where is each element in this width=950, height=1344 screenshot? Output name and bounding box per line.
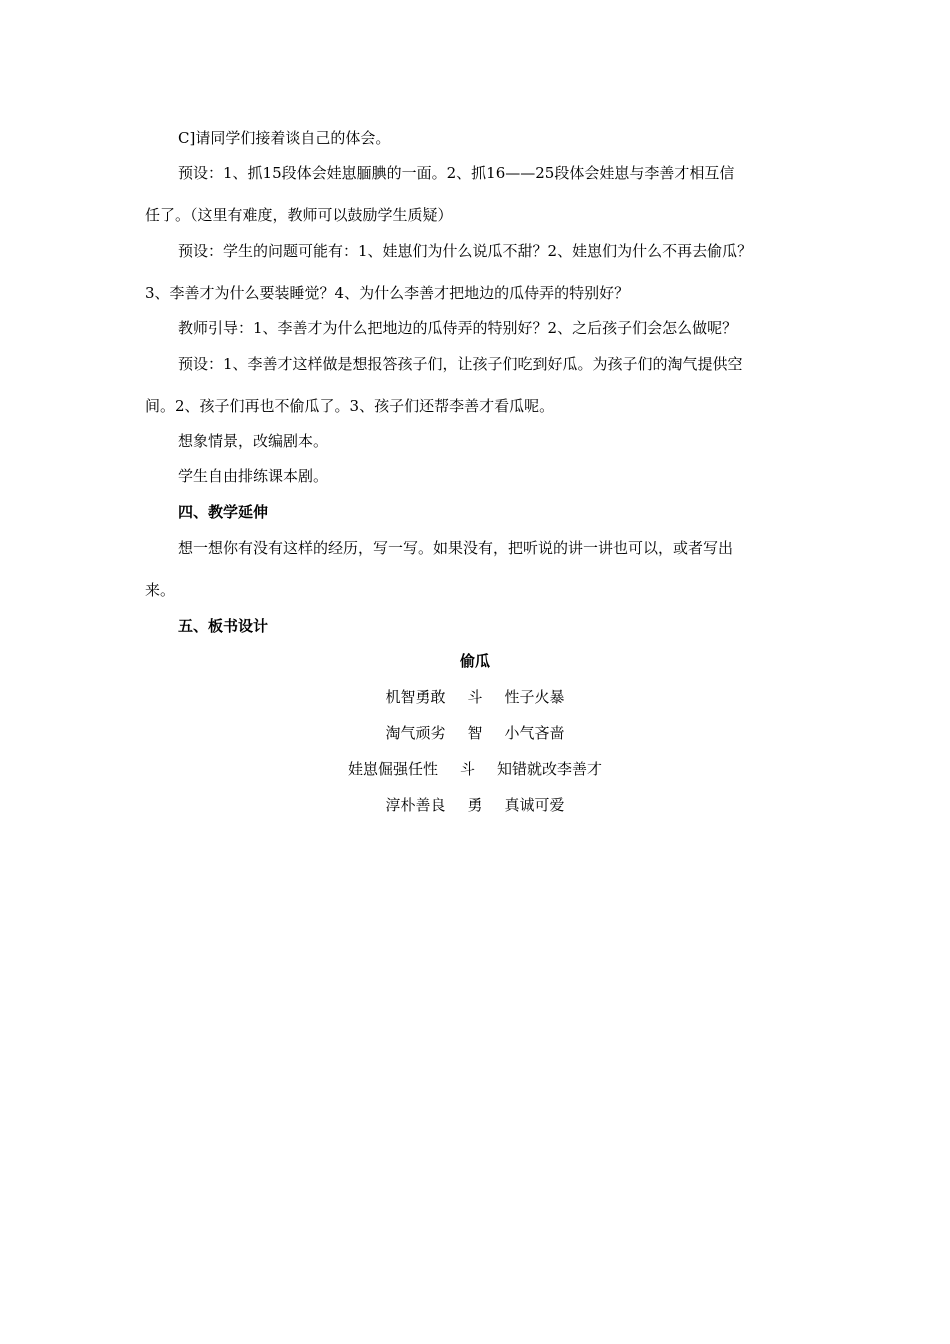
board-row-middle: 斗 bbox=[459, 760, 475, 778]
paragraph-extension: 想一想你有没有这样的经历，写一写。如果没有，把听说的讲一讲也可以，或者写出 bbox=[178, 539, 734, 557]
paragraph-preset-3-cont: 间。2、孩子们再也不偷瓜了。3、孩子们还帮李善才看瓜呢。 bbox=[145, 397, 555, 415]
board-row-right: 知错就改李善才 bbox=[497, 760, 603, 778]
paragraph-teacher-guide: 教师引导：1、李善才为什么把地边的瓜侍弄的特别好？2、之后孩子们会怎么做呢？ bbox=[178, 319, 738, 337]
board-row-middle: 勇 bbox=[467, 796, 483, 814]
paragraph-preset-3: 预设：1、李善才这样做是想报答孩子们，让孩子们吃到好瓜。为孩子们的淘气提供空 bbox=[178, 355, 743, 373]
board-row-middle: 智 bbox=[467, 724, 483, 742]
paragraph-preset-1: 预设：1、抓15段体会娃崽腼腆的一面。2、抓16——25段体会娃崽与李善才相互信 bbox=[178, 164, 735, 182]
paragraph-preset-2: 预设：学生的问题可能有：1、娃崽们为什么说瓜不甜？2、娃崽们为什么不再去偷瓜？ bbox=[178, 242, 753, 260]
board-row-right: 性子火暴 bbox=[504, 688, 565, 706]
section-heading-board-design: 五、板书设计 bbox=[178, 617, 269, 635]
section-heading-extension: 四、教学延伸 bbox=[178, 503, 269, 521]
board-row-right: 小气吝啬 bbox=[504, 724, 565, 742]
board-row bbox=[0, 687, 950, 707]
board-row bbox=[0, 759, 950, 779]
board-row-middle: 斗 bbox=[467, 688, 483, 706]
board-row-left: 机智勇敢 bbox=[385, 688, 446, 706]
board-row bbox=[0, 795, 950, 815]
board-row-right: 真诚可爱 bbox=[504, 796, 565, 814]
board-row-left: 淳朴善良 bbox=[385, 796, 446, 814]
paragraph-rehearse: 学生自由排练课本剧。 bbox=[178, 467, 329, 485]
board-row bbox=[0, 723, 950, 743]
paragraph-intro: C]请同学们接着谈自己的体会。 bbox=[178, 129, 391, 147]
board-title: 偷瓜 bbox=[459, 652, 490, 670]
paragraph-imagine: 想象情景，改编剧本。 bbox=[178, 432, 329, 450]
paragraph-preset-1-cont: 任了。（这里有难度，教师可以鼓励学生质疑） bbox=[145, 206, 453, 224]
board-row-left: 淘气顽劣 bbox=[385, 724, 446, 742]
board-row-left: 娃崽倔强任性 bbox=[347, 760, 438, 778]
paragraph-preset-2-cont: 3、李善才为什么要装睡觉？4、为什么李善才把地边的瓜侍弄的特别好？ bbox=[145, 284, 630, 302]
paragraph-extension-cont: 来。 bbox=[145, 581, 176, 599]
